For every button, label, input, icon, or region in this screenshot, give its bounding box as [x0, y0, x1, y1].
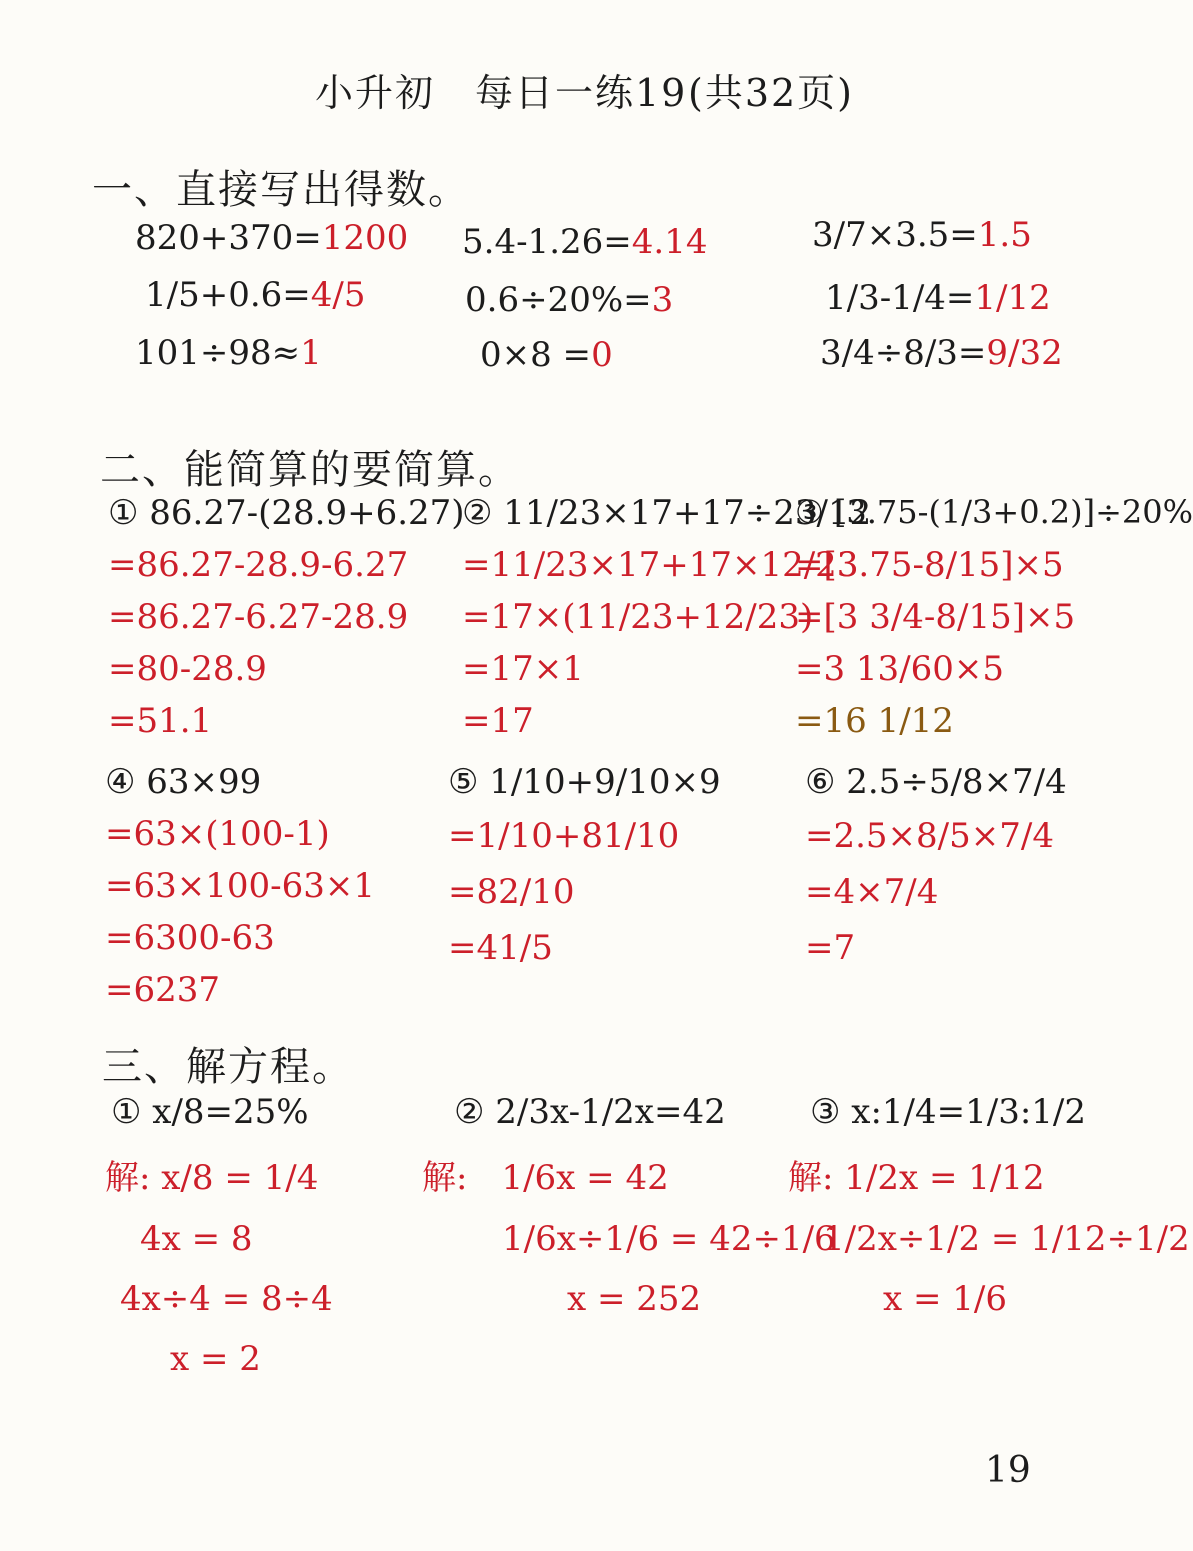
s1-item: 3/7×3.5=1.5: [812, 215, 1032, 255]
s1-item: 5.4-1.26=4.14: [462, 222, 708, 262]
section-2-title: 二、能简算的要简算。: [100, 447, 520, 493]
s2-problem-6: ⑥ 2.5÷5/8×7/4 =2.5×8/5×7/4 =4×7/4 =7: [805, 762, 1067, 968]
section-3-title: 三、解方程。: [102, 1044, 354, 1090]
s2-problem-2: ② 11/23×17+17÷23/12 =11/23×17+17×12/23 =17×(11/23+12/23) =17×1 =17: [462, 493, 872, 741]
s2-problem-1: ① 86.27-(28.9+6.27) =86.27-28.9-6.27 =86.27-6.27-28.9 =80-28.9 =51.1: [108, 493, 465, 741]
s3-problem-1: ① x/8=25% 解: x/8 = 1/4 4x = 8 4x÷4 = 8÷4 x = 2: [105, 1092, 333, 1379]
s1-item: 1/3-1/4=1/12: [825, 278, 1051, 318]
worksheet-title: 小升初 每日一练19: [315, 71, 688, 115]
s3-problem-3: ③ x:1/4=1/3:1/2 解: 1/2x = 1/12 1/2x÷1/2 = 1/12÷1/2 x = 1/6: [788, 1092, 1190, 1319]
s3-problem-2: ② 2/3x-1/2x=42 解: 1/6x = 42 1/6x÷1/6 = 42÷1/6 x = 252: [422, 1092, 836, 1319]
page-number: 19: [985, 1450, 1031, 1491]
s1-item: 0×8 =0: [480, 335, 613, 375]
s1-item: 3/4÷8/3=9/32: [820, 333, 1063, 373]
s1-item: 101÷98≈1: [135, 333, 322, 373]
s2-problem-3: ③ [3.75-(1/3+0.2)]÷20% =[3.75-8/15]×5 =[3 3/4-8/15]×5 =3 13/60×5 =16 1/12: [795, 493, 1193, 741]
s1-item: 820+370=1200: [135, 218, 409, 258]
s1-item: 1/5+0.6=4/5: [145, 275, 366, 315]
s2-problem-4: ④ 63×99 =63×(100-1) =63×100-63×1 =6300-63 =6237: [105, 762, 376, 1010]
s1-item: 0.6÷20%=3: [465, 280, 674, 320]
section-1-title: 一、直接写出得数。: [92, 167, 470, 213]
s2-problem-5: ⑤ 1/10+9/10×9 =1/10+81/10 =82/10 =41/5: [448, 762, 721, 968]
page-count: (共32页): [688, 71, 855, 115]
